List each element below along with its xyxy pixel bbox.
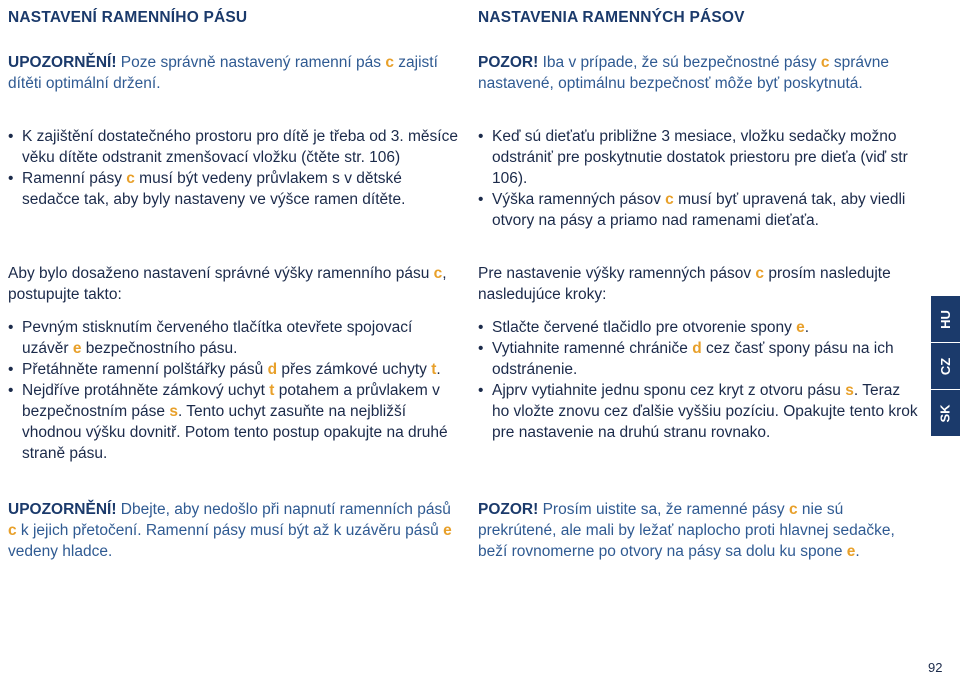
tab-sk[interactable]: SK [931, 390, 960, 436]
list-item: • Vytiahnite ramenné chrániče d cez časť spony pásu na ich odstránenie. [478, 338, 918, 380]
left-section-title: NASTAVENÍ RAMENNÍHO PÁSU [8, 9, 248, 26]
left-warning-1: UPOZORNĚNÍ! Poze správně nastavený ramenní pás c zajistí dítěti optimální držení. [8, 54, 438, 92]
right-intro: Pre nastavenie výšky ramenných pásov c prosím nasledujte nasledujúce kroky: [478, 265, 891, 303]
list-item: • Nejdříve protáhněte zámkový uchyt t potahem a průvlakem v bezpečnostním páse s. Tento uchyt zasuňte na nejbližší vhodnou výšku dovnitř. Potom tento postup opakujte na druhé straně pásu. [8, 380, 458, 464]
left-warning-2-label: UPOZORNĚNÍ! [8, 501, 117, 518]
list-item: • Přetáhněte ramenní polštářky pásů d přes zámkové uchyty t. [8, 359, 458, 380]
right-section-title: NASTAVENIA RAMENNÝCH PÁSOV [478, 9, 745, 26]
tab-hu[interactable]: HU [931, 296, 960, 342]
right-bullets-1 [478, 126, 918, 231]
left-warning-1-label: UPOZORNĚNÍ! [8, 54, 117, 71]
right-warning-1-label: POZOR! [478, 54, 539, 71]
left-bullets-2 [8, 317, 458, 464]
tab-cz[interactable]: CZ [931, 343, 960, 389]
right-warning-1: POZOR! Iba v prípade, že sú bezpečnostné pásy c správne nastavené, optimálnu bezpečnosť môže byť poskytnutá. [478, 54, 889, 92]
page-number: 92 [928, 660, 943, 675]
list-item: • Pevným stisknutím červeného tlačítka otevřete spojovací uzávěr e bezpečnostního pásu. [8, 317, 458, 359]
left-bullets-1 [8, 126, 458, 210]
list-item: • Keď sú dieťaťu približne 3 mesiace, vložku sedačky možno odstrániť pre poskytnutie dostatok priestoru pre dieťa (viď str 106). [478, 126, 918, 189]
list-item: • Ajprv vytiahnite jednu sponu cez kryt z otvoru pásu s. Teraz ho vložte znovu cez ďalšie vyššiu pozíciu. Opakujte tento krok pre nastavenie na druhú stranu rovnako. [478, 380, 918, 443]
right-warning-2: POZOR! Prosím uistite sa, že ramenné pásy c nie sú prekrútené, ale mali by ležať naplocho proti hlavnej sedačke, beží rovnomerne po otvory na pásy sa dolu ku spone e. [478, 501, 895, 560]
list-item: • Ramenní pásy c musí být vedeny průvlakem s v dětské sedačce tak, aby byly nastaveny ve výšce ramen dítěte. [8, 168, 458, 210]
right-bullets-2 [478, 317, 918, 443]
left-intro: Aby bylo dosaženo nastavení správné výšky ramenního pásu c, postupujte takto: [8, 265, 447, 303]
list-item: • Stlačte červené tlačidlo pre otvorenie spony e. [478, 317, 918, 338]
left-warning-2: UPOZORNĚNÍ! Dbejte, aby nedošlo při napnutí ramenních pásů c k jejich přetočení. Ramenní pásy musí být až k uzávěru pásů e vedeny hladce. [8, 501, 452, 560]
list-item: • Výška ramenných pásov c musí byť upravená tak, aby viedli otvory na pásy a priamo nad ramenami dieťaťa. [478, 189, 918, 231]
right-warning-2-label: POZOR! [478, 501, 539, 518]
list-item: • K zajištění dostatečného prostoru pro dítě je třeba od 3. měsíce věku dítěte odstranit zmenšovací vložku (čtěte str. 106) [8, 126, 458, 168]
